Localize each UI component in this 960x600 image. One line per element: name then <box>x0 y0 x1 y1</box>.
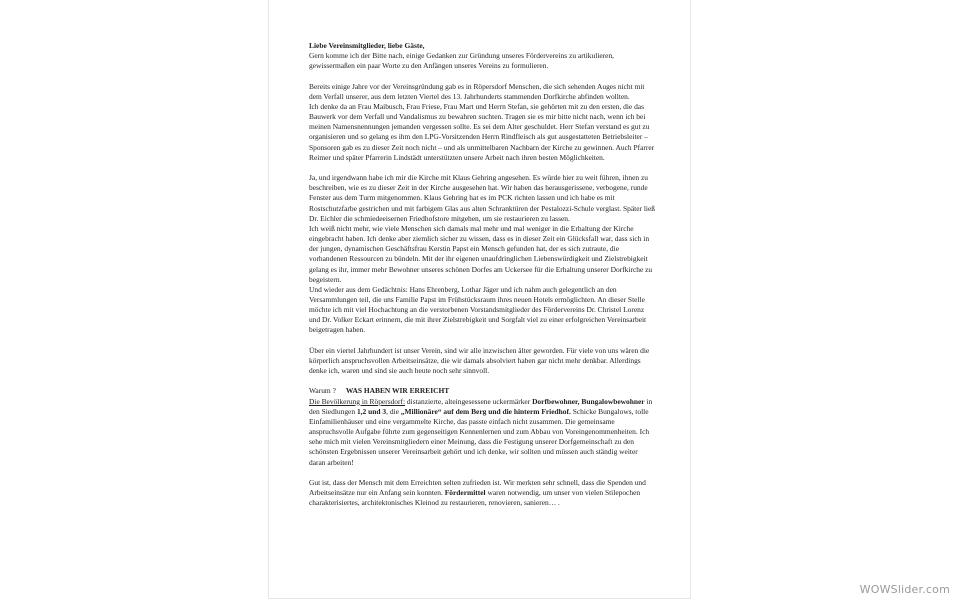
section-title: WAS HABEN WIR ERREICHT <box>345 386 450 396</box>
section-paragraph <box>309 397 656 468</box>
section-bold-1: Dorfbewohner, Bungalowbewohner <box>532 396 645 406</box>
section-text-2: in den Siedlungen <box>309 396 653 416</box>
paragraph-4: Ich weiß nicht mehr, wie viele Menschen sich damals mal mehr und mal weniger in die Erhaltung der Kirche eingebracht haben. Ich denke aber ziemlich sicher zu wissen, dass es in dieser Zeit ein Glücksfall war, dass sich in der jungen, dynamischen Geschäftsfrau Kerstin Papst ein Mensch gefunden hat, der es sich zutraute, die vorhandenen Ressourcen zu bündeln. Mit der ihr eigenen unaufdringlichen Liebenswürdigkeit und Zielstrebigkeit gelang es ihr, immer mehr Bewohner unseres schönen Dorfes am Uckersee für die Erhaltung unserer Dorfkirche zu begeistern. <box>309 223 653 284</box>
population-label: Die Bevölkerung in Röpersdorf: <box>309 396 406 406</box>
section-text-4: Schicke Bungalows, tolle Einfamilienhäuser und eine vergammelte Kirche, das passte einfach nicht zusammen. Die gemeinsame anspruchsvolle Aufgabe führte zum gegenseitigen Kennenlernen und zum Abbau von Voreingenommenheiten. Ich sehe mich mit vielen Vereinsmitgliedern einer Meinung, dass die Festigung unserer Dorfgemeinschaft zu den schönsten Ergebnissen unserer Vereinsarbeit gehört und ich denke, wir sollten und müssen auch ständig weiter daran arbeiten! <box>309 406 650 467</box>
paragraph-3: Ja, und irgendwann habe ich mir die Kirche mit Klaus Gehring angesehen. Es würde hier zu weit führen, ihnen zu beschreiben, wie es zu dieser Zeit in der Kirche ausgesehen hat. Wir haben das herausgerissene, verbogene, runde Fenster aus dem Turm mitgenommen. Klaus Gehring hat es im PCK richten lassen und ich habe es mit Rostschutzfarbe gestrichen und mit farbigem Glas aus alten Schranktüren der Pestalozzi-Schule verglast. Später ließ Dr. Eichler die schmiedeeisernen Friedhofstore mitgehen, um sie restaurieren zu lassen. <box>309 173 656 223</box>
section-prefix: Warum ? <box>309 386 336 396</box>
document-page <box>268 0 691 599</box>
section-heading <box>309 386 656 396</box>
section-bold-2: 1,2 und 3 <box>356 406 387 416</box>
funding-bold: Fördermittel <box>444 488 486 498</box>
paragraph-1: Bereits einige Jahre vor der Vereinsgründung gab es in Röpersdorf Menschen, die sich sehenden Auges nicht mit dem Verfall unserer, aus dem letzten Viertel des 13. Jahrhunderts stammenden Dorfkirche abfinden wollten. <box>309 81 645 101</box>
paragraph-6: Über ein viertel Jahrhundert ist unser Verein, sind wir alle inzwischen älter geworden. Für viele von uns wären die körperlich anspruchsvollen Arbeitseinsätze, die wir damals absolviert haben gar nicht mehr denkbar. Allerdings denke ich, waren und sind sie auch heute noch sehr sinnvoll. <box>309 345 650 376</box>
paragraph-5: Und wieder aus dem Gedächtnis: Hans Ehrenberg, Lothar Jäger und ich nahm auch gelegentlich an den Versammlungen teil, die uns Familie Papst im Frühstücksraum ihres neuen Hotels ermöglichten. An dieser Stelle möchte ich mit viel Hochachtung an die verstorbenen Vorstandsmitglieder des Fördervereins Dr. Christel Lorenz und Dr. Volker Eckart erinnern, die mit ihrer Zielstrebigkeit und Sorgfalt viel zu einer erfolgreichen Vereinsarbeit beigetragen haben. <box>309 284 647 335</box>
document-content <box>309 41 656 508</box>
funding-text-2: waren notwendig, um unser von vielen Stilepochen charakterisiertes, architektonisches Kleinod zu restaurieren, renovieren, sanieren… . <box>309 488 641 508</box>
section-text-1: distanzierte, alteingesessene uckermärker <box>405 396 533 406</box>
section-bold-3: „Millionäre“ auf dem Berg und die hinterm Friedhof. <box>400 406 571 416</box>
funding-paragraph <box>309 478 656 508</box>
watermark-text: WOWSlider.com <box>859 583 950 596</box>
funding-text-1: Gut ist, dass der Mensch mit dem Erreichten selten zufrieden ist. Wir merkten sehr schnell, dass die Spenden und Arbeitseinsätze nur ein Anfang sein konnten. <box>309 477 646 498</box>
paragraph-2: Ich denke da an Frau Maibusch, Frau Friese, Frau Mart und Herrn Stefan, sie gehörten mit zu den ersten, die das Bauwerk vor dem Verfall und Vandalismus zu bewahren suchten. Tragen sie es mir bitte nicht nach, wenn ich bei meinen Namensnennungen jemanden vergessen sollte. Es sei dem Alter geschuldet. Herr Stefan verstand es gut zu organisieren und so gelang es ihm den LPG-Vorsitzenden Herrn Rindfleisch als gut ausgestatteten Betriebsleiter – Sponsoren gab es zu dieser Zeit noch nicht – und als unmittelbaren Nachbarn der Kirche zu gewinnen. Auch Pfarrer Reimer und später Pfarrerin Lindstädt unterstützten unsere Arbeit nach ihren besten Möglichkeiten. <box>309 101 655 162</box>
watermark-link[interactable] <box>860 583 950 596</box>
intro-paragraph: Gern komme ich der Bitte nach, einige Gedanken zur Gründung unseres Fördervereins zu artikulieren, gewissermaßen ein paar Worte zu den Anfängen unseres Vereins zu formulieren. <box>309 51 615 71</box>
greeting-block <box>309 41 656 71</box>
section-text-3: , die <box>386 406 401 416</box>
greeting: Liebe Vereinsmitglieder, liebe Gäste, <box>309 41 425 50</box>
